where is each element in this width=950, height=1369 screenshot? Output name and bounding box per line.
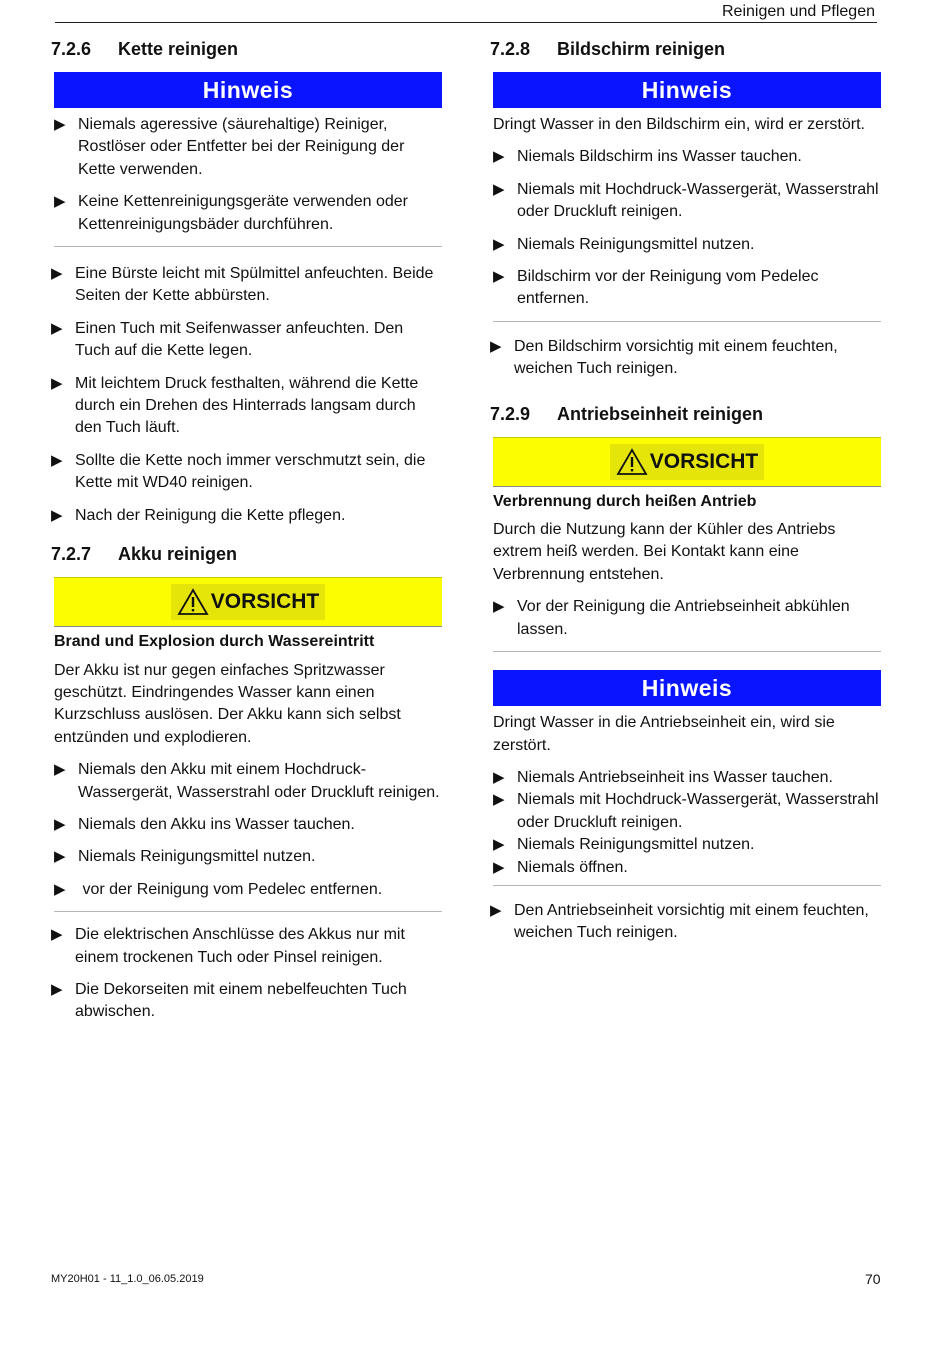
box-divider <box>493 885 881 886</box>
triangle-right-icon: ▶ <box>493 791 505 809</box>
notice-banner: Hinweis <box>54 72 442 108</box>
list-item: ▶ Keine Kettenreinigungsgeräte verwenden oder Kettenreinigungsbäder durchführen. <box>54 191 442 236</box>
step-item: ▶ Sollte die Kette noch immer verschmutzt sein, die Kette mit WD40 reinigen. <box>51 450 441 495</box>
step-item: ▶ Den Bildschirm vorsichtig mit einem feuchten, weichen Tuch reinigen. <box>490 336 880 381</box>
section-title-7-2-8 <box>490 36 880 62</box>
caution-banner <box>493 437 881 487</box>
running-header: Reinigen und Pflegen <box>721 3 875 20</box>
triangle-right-icon: ▶ <box>493 180 505 198</box>
section-number: 7.2.6 <box>51 39 92 59</box>
section-title-7-2-7 <box>51 541 441 567</box>
step-item: ▶ Eine Bürste leicht mit Spülmittel anfeuchten. Beide Seiten der Kette abbürsten. <box>51 263 441 308</box>
box-divider <box>54 911 442 912</box>
triangle-right-icon: ▶ <box>51 374 63 392</box>
caution-banner <box>54 577 442 627</box>
list-item: ▶ Niemals öffnen. <box>493 857 881 879</box>
notice-text: Dringt Wasser in die Antriebseinheit ein, wird sie zerstört. <box>493 714 835 754</box>
left-column <box>51 36 441 1034</box>
box-divider <box>493 321 881 322</box>
caution-box <box>54 577 442 912</box>
triangle-right-icon: ▶ <box>51 506 63 524</box>
step-item: ▶ Die Dekorseiten mit einem nebelfeuchten Tuch abwischen. <box>51 979 441 1024</box>
notice-banner: Hinweis <box>493 72 881 108</box>
caution-heading: Verbrennung durch heißen Antrieb <box>493 492 757 510</box>
triangle-right-icon: ▶ <box>51 980 63 998</box>
caution-text: Durch die Nutzung kann der Kühler des Antriebs extrem heiß werden. Bei Kontakt kann eine Verbrennung entstehen. <box>493 521 836 583</box>
section-number: 7.2.7 <box>51 544 92 565</box>
caution-label: VORSICHT <box>610 444 765 480</box>
triangle-right-icon: ▶ <box>493 235 505 253</box>
list-item: ▶ Niemals ageressive (säurehaltige) Reiniger, Rostlöser oder Entfetter bei der Reinigung der Kette verwenden. <box>54 114 442 181</box>
triangle-right-icon: ▶ <box>490 337 502 355</box>
right-column <box>490 36 880 955</box>
section-number: 7.2.9 <box>490 403 531 424</box>
triangle-right-icon: ▶ <box>493 148 505 166</box>
triangle-right-icon: ▶ <box>493 768 505 786</box>
section-title-7-2-9 <box>490 401 880 427</box>
section-title-7-2-6 <box>51 36 441 62</box>
list-item: ▶ Niemals Reinigungsmittel nutzen. <box>493 234 881 256</box>
triangle-right-icon: ▶ <box>493 598 505 616</box>
notice-banner: Hinweis <box>493 670 881 706</box>
step-item: ▶ Die elektrischen Anschlüsse des Akkus nur mit einem trockenen Tuch oder Pinsel reinigen. <box>51 924 441 969</box>
step-item: ▶ Mit leichtem Druck festhalten, während die Kette durch ein Drehen des Hinterrads langsam durch den Tuch läuft. <box>51 373 441 440</box>
header-rule <box>55 22 877 23</box>
section-heading: Akku reinigen <box>118 544 238 565</box>
footer-doc-id: MY20H01 - 11_1.0_06.05.2019 <box>51 1273 204 1285</box>
triangle-right-icon: ▶ <box>51 451 63 469</box>
list-item: ▶ Niemals Antriebseinheit ins Wasser tauchen. <box>493 767 881 789</box>
list-item: ▶ Niemals Reinigungsmittel nutzen. <box>54 846 442 868</box>
triangle-right-icon: ▶ <box>54 116 66 133</box>
box-divider <box>54 246 442 247</box>
list-item: ▶ Niemals den Akku ins Wasser tauchen. <box>54 814 442 836</box>
triangle-right-icon: ▶ <box>493 268 505 286</box>
list-item: ▶ Niemals mit Hochdruck-Wassergerät, Wasserstrahl oder Druckluft reinigen. <box>493 789 881 834</box>
triangle-right-icon: ▶ <box>54 815 66 833</box>
notice-text: Dringt Wasser in den Bildschirm ein, wird er zerstört. <box>493 116 865 133</box>
notice-box <box>493 72 881 322</box>
triangle-right-icon: ▶ <box>493 836 505 854</box>
list-item: ▶ Vor der Reinigung die Antriebseinheit abkühlen lassen. <box>493 596 881 641</box>
list-item: ▶ Bildschirm vor der Reinigung vom Pedelec entfernen. <box>493 266 881 311</box>
caution-heading: Brand und Explosion durch Wassereintritt <box>54 633 375 651</box>
list-item: ▶ Niemals mit Hochdruck-Wassergerät, Wasserstrahl oder Druckluft reinigen. <box>493 179 881 224</box>
step-item: ▶ Nach der Reinigung die Kette pflegen. <box>51 505 441 527</box>
list-item: ▶ Niemals Reinigungsmittel nutzen. <box>493 834 881 856</box>
caution-label: VORSICHT <box>171 584 326 620</box>
section-heading: Antriebseinheit reinigen <box>557 403 764 424</box>
warning-triangle-icon <box>616 448 648 476</box>
triangle-right-icon: ▶ <box>54 880 66 898</box>
step-item: ▶ Einen Tuch mit Seifenwasser anfeuchten. Den Tuch auf die Kette legen. <box>51 318 441 363</box>
section-number: 7.2.8 <box>490 39 531 59</box>
page-number: 70 <box>865 1271 881 1287</box>
triangle-right-icon: ▶ <box>493 858 505 876</box>
triangle-right-icon: ▶ <box>54 761 66 779</box>
triangle-right-icon: ▶ <box>54 848 66 866</box>
warning-triangle-icon <box>177 588 209 616</box>
step-item: ▶ Den Antriebseinheit vorsichtig mit einem feuchten, weichen Tuch reinigen. <box>490 900 880 945</box>
triangle-right-icon: ▶ <box>490 901 502 919</box>
triangle-right-icon: ▶ <box>51 926 63 944</box>
triangle-right-icon: ▶ <box>54 193 66 211</box>
caution-text: Der Akku ist nur gegen einfaches Spritzwasser geschützt. Eindringendes Wasser kann einen Kurzschluss auslösen. Der Akku kann sich selbst entzünden und explodieren. <box>54 661 401 746</box>
section-heading: Bildschirm reinigen <box>557 39 726 59</box>
list-item: ▶ Niemals Bildschirm ins Wasser tauchen. <box>493 146 881 168</box>
box-divider <box>493 651 881 652</box>
caution-box <box>493 437 881 652</box>
list-item: ▶ vor der Reinigung vom Pedelec entfernen. <box>54 879 442 901</box>
triangle-right-icon: ▶ <box>51 319 63 337</box>
notice-box <box>54 72 442 247</box>
triangle-right-icon: ▶ <box>51 265 63 283</box>
notice-box <box>493 670 881 886</box>
list-item: ▶ Niemals den Akku mit einem Hochdruck-Wassergerät, Wasserstrahl oder Druckluft reinigen. <box>54 759 442 804</box>
section-heading: Kette reinigen <box>118 39 239 59</box>
